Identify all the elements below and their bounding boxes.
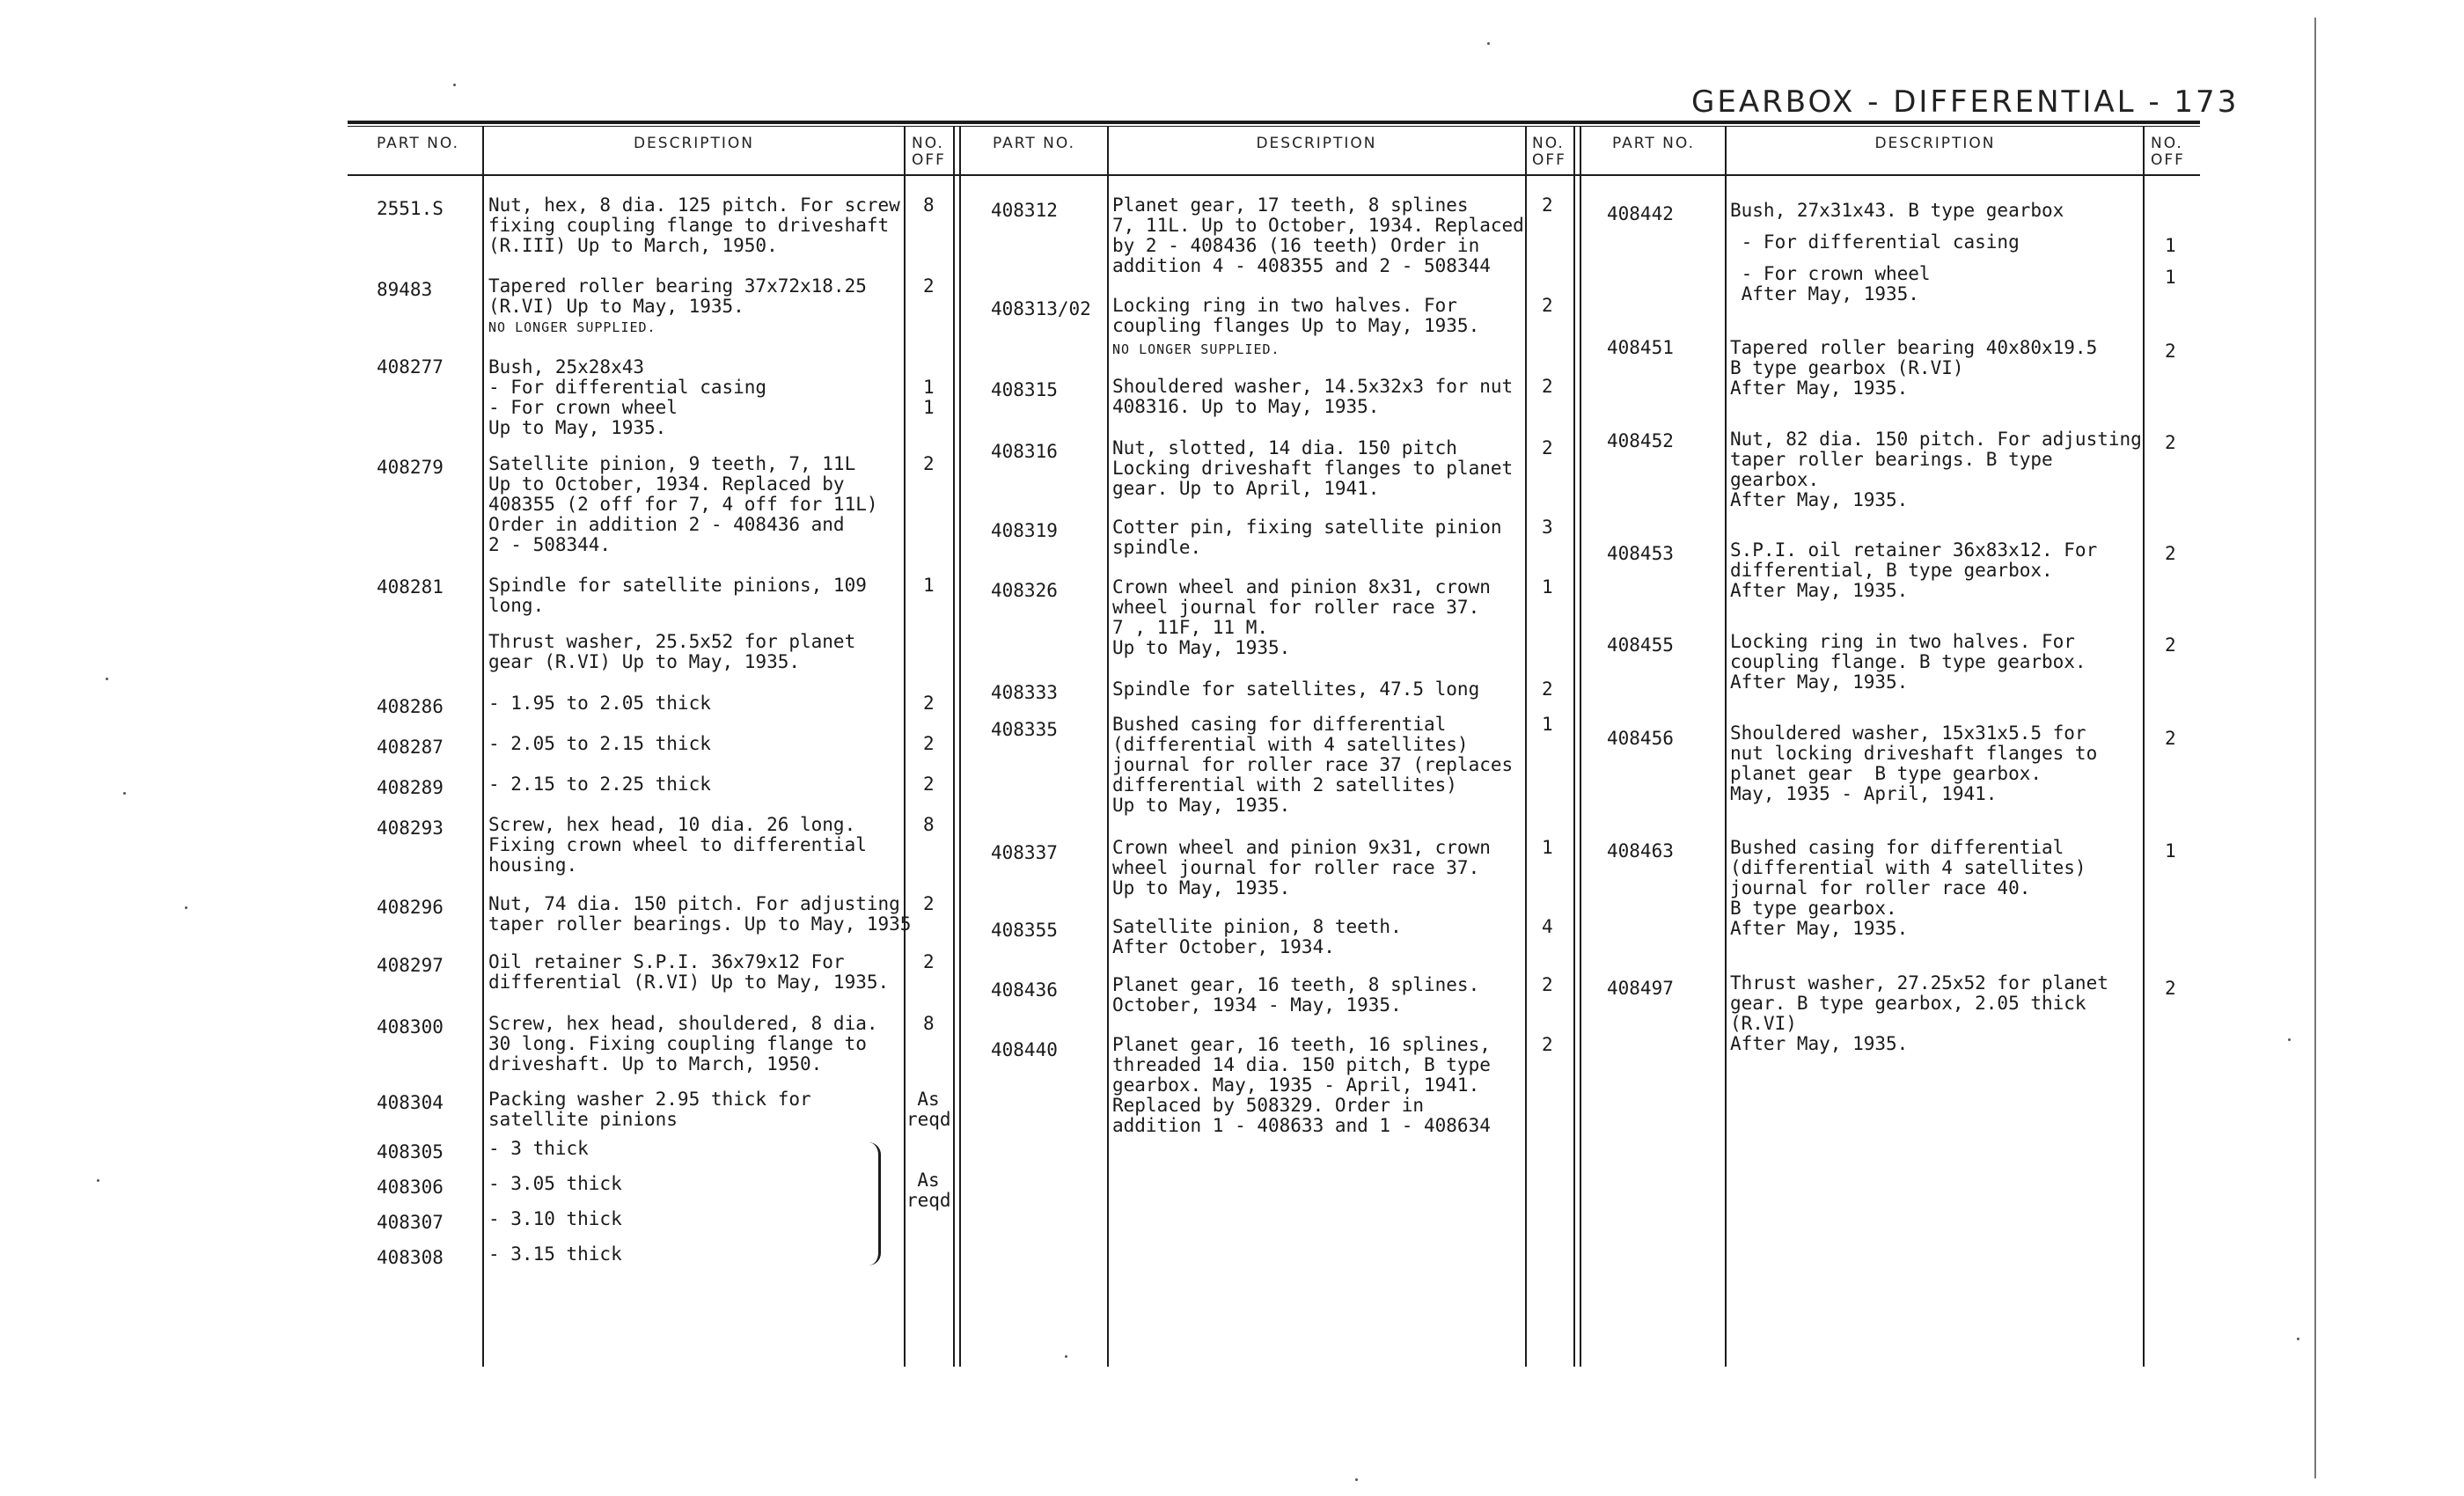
quantity-off: 2 [2165, 978, 2176, 999]
quantity-off: 2 [923, 893, 935, 914]
part-number: 408440 [991, 1039, 1058, 1060]
quantity-off: 2 [2165, 543, 2176, 564]
quantity-off: 8 [923, 814, 935, 835]
scan-speck [1355, 1478, 1358, 1481]
part-description: - For differential casing [1730, 231, 2020, 253]
quantity-off: 2 [1542, 295, 1553, 316]
scan-speck [453, 84, 456, 86]
part-number: 408442 [1607, 203, 1674, 224]
right-edge-rule [2314, 18, 2316, 1478]
header-description: DESCRIPTION [1874, 135, 1996, 152]
part-description: Nut, slotted, 14 dia. 150 pitch Locking driveshaft flanges to planet gear. Up to April, 1941. [1112, 437, 1514, 499]
quantity-off: 1 [923, 397, 935, 418]
quantity-off: 2 [2165, 341, 2176, 362]
scan-speck [123, 792, 126, 795]
part-description: Tapered roller bearing 37x72x18.25 (R.VI) Up to May, 1935. [488, 275, 867, 317]
quantity-off: 2 [1542, 1034, 1553, 1055]
part-description: Bushed casing for differential (differential with 4 satellites) journal for roller race 37 (replaces differential with 2 satellites) Up to May, 1935. [1112, 714, 1514, 816]
part-number: 408293 [377, 818, 444, 839]
part-number: 408308 [377, 1247, 444, 1268]
part-description: Planet gear, 16 teeth, 16 splines, threaded 14 dia. 150 pitch, B type gearbox. May, 1935 - April, 1941. Replaced by 508329. Order in addition 1 - 408633 and 1 - 408634 [1112, 1034, 1491, 1136]
part-number: 408312 [991, 200, 1058, 221]
part-description: - 3.15 thick [488, 1243, 622, 1265]
part-number: 408436 [991, 979, 1058, 1001]
bracket-brace [866, 1142, 881, 1265]
page-title: GEARBOX - DIFFERENTIAL - 173 [1691, 84, 2240, 120]
quantity-off: 8 [923, 194, 935, 216]
part-description: S.P.I. oil retainer 36x83x12. For differential, B type gearbox. After May, 1935. [1730, 539, 2098, 601]
part-number: 408300 [377, 1016, 444, 1038]
quantity-off: 8 [923, 1013, 935, 1034]
part-number: 408304 [377, 1092, 444, 1113]
part-number: 408286 [377, 696, 444, 717]
part-description: Oil retainer S.P.I. 36x79x12 For differential (R.VI) Up to May, 1935. [488, 951, 890, 993]
part-number: 408277 [377, 356, 444, 378]
quantity-off: 2 [2165, 634, 2176, 656]
quantity-off: 1 [2165, 267, 2176, 288]
quantity-off: 2 [923, 733, 935, 754]
part-number: 408337 [991, 842, 1058, 863]
header-part-no: PART NO. [377, 135, 459, 152]
part-description: - 3.10 thick [488, 1208, 622, 1229]
top-rule-thin [348, 126, 2200, 127]
part-description: - For crown wheel [488, 397, 678, 418]
column-divider [1580, 126, 1581, 1367]
part-number: 408305 [377, 1141, 444, 1162]
part-number: 408319 [991, 520, 1058, 541]
header-no-off: NO. OFF [912, 135, 946, 169]
quantity-off: 2 [1542, 194, 1553, 216]
quantity-off: 1 [1542, 837, 1553, 858]
part-description: Packing washer 2.95 thick for satellite pinions [488, 1089, 811, 1130]
header-description: DESCRIPTION [633, 135, 755, 152]
top-rule [348, 121, 2200, 124]
column-divider [482, 126, 484, 1367]
part-description: Up to May, 1935. [488, 417, 667, 438]
scan-speck [2288, 1038, 2291, 1041]
header-part-no: PART NO. [1612, 135, 1695, 152]
part-number: 408296 [377, 897, 444, 918]
scan-speck [185, 906, 187, 909]
quantity-off: 3 [1542, 517, 1553, 538]
part-description: Crown wheel and pinion 8x31, crown wheel journal for roller race 37. 7 , 11F, 11 M. Up to May, 1935. [1112, 576, 1491, 658]
part-description: Thrust washer, 25.5x52 for planet gear (R.VI) Up to May, 1935. [488, 631, 856, 672]
header-no-off: NO. OFF [2151, 135, 2185, 169]
part-number: 408335 [991, 719, 1058, 740]
quantity-off: 2 [2165, 432, 2176, 453]
part-description: - 1.95 to 2.05 thick [488, 693, 711, 714]
header-rule [348, 174, 2200, 176]
part-description: Spindle for satellites, 47.5 long [1112, 678, 1480, 700]
part-description: Bushed casing for differential (differential with 4 satellites) journal for roller race 40. B type gearbox. After May, 1935. [1730, 837, 2086, 939]
part-number: 408289 [377, 777, 444, 798]
quantity-off: 1 [923, 575, 935, 596]
part-number: 408315 [991, 379, 1058, 400]
header-description: DESCRIPTION [1256, 135, 1377, 152]
column-divider [959, 126, 961, 1367]
quantity-off: 2 [923, 453, 935, 474]
column-divider [904, 126, 906, 1367]
part-description: Cotter pin, fixing satellite pinion spindle. [1112, 517, 1502, 558]
scan-speck [2297, 1338, 2299, 1340]
quantity-off: As reqd [906, 1170, 951, 1211]
column-divider [953, 126, 955, 1367]
header-part-no: PART NO. [993, 135, 1075, 152]
column-divider [2143, 126, 2145, 1367]
part-number: 89483 [377, 279, 433, 300]
scan-speck [106, 678, 108, 680]
part-description: - For crown wheel After May, 1935. [1741, 263, 1931, 304]
part-number: 408307 [377, 1212, 444, 1233]
part-number: 408455 [1607, 634, 1674, 656]
part-number: 408281 [377, 576, 444, 598]
part-number: 408316 [991, 441, 1058, 462]
part-description: - 2.05 to 2.15 thick [488, 733, 711, 754]
part-description: Satellite pinion, 9 teeth, 7, 11L Up to October, 1934. Replaced by 408355 (2 off for 7, 4 off for 11L) Order in addition 2 - 408436 and 2 - 508344. [488, 453, 878, 555]
part-number: 408297 [377, 955, 444, 976]
part-number: 408453 [1607, 543, 1674, 564]
part-description: Thrust washer, 27.25x52 for planet gear. B type gearbox, 2.05 thick (R.VI) After May, 1935. [1730, 972, 2108, 1054]
quantity-off: 1 [2165, 840, 2176, 862]
quantity-off: 2 [1542, 376, 1553, 397]
column-divider [1573, 126, 1575, 1367]
part-number: 408452 [1607, 430, 1674, 451]
quantity-off: 2 [923, 275, 935, 297]
quantity-off: 1 [1542, 576, 1553, 598]
quantity-off: 2 [923, 693, 935, 714]
column-divider [1725, 126, 1727, 1367]
part-description: Planet gear, 17 teeth, 8 splines 7, 11L. Up to October, 1934. Replaced by 2 - 408436 (16 teeth) Order in addition 4 - 408355 and 2 - 508344 [1112, 194, 1524, 276]
part-description: - 2.15 to 2.25 thick [488, 774, 711, 795]
part-description: Locking ring in two halves. For coupling flange. B type gearbox. After May, 1935. [1730, 631, 2086, 693]
part-description: Shouldered washer, 14.5x32x3 for nut 408316. Up to May, 1935. [1112, 376, 1514, 417]
part-number: 408287 [377, 737, 444, 758]
quantity-off: 2 [923, 774, 935, 795]
part-description: NO LONGER SUPPLIED. [1112, 341, 1280, 357]
part-description: - For differential casing [488, 377, 767, 398]
quantity-off: 1 [1542, 714, 1553, 735]
quantity-off: 2 [2165, 728, 2176, 749]
column-divider [1525, 126, 1527, 1367]
quantity-off: 2 [923, 951, 935, 972]
part-description: Bush, 25x28x43 [488, 356, 645, 378]
part-number: 408326 [991, 580, 1058, 601]
column-divider [1107, 126, 1109, 1367]
part-description: Locking ring in two halves. For coupling flanges Up to May, 1935. [1112, 295, 1480, 336]
quantity-off: 1 [2165, 235, 2176, 256]
quantity-off: 2 [1542, 974, 1553, 995]
part-description: Crown wheel and pinion 9x31, crown wheel journal for roller race 37. Up to May, 1935. [1112, 837, 1491, 898]
part-description: Nut, 74 dia. 150 pitch. For adjusting taper roller bearings. Up to May, 1935 [488, 893, 912, 935]
part-description: - 3 thick [488, 1138, 589, 1159]
quantity-off: 2 [1542, 437, 1553, 458]
header-no-off: NO. OFF [1532, 135, 1566, 169]
part-description: Screw, hex head, 10 dia. 26 long. Fixing crown wheel to differential housing. [488, 814, 867, 876]
part-number: 408333 [991, 682, 1058, 703]
scan-speck [1065, 1355, 1067, 1358]
part-description: Screw, hex head, shouldered, 8 dia. 30 long. Fixing coupling flange to driveshaft. Up to March, 1950. [488, 1013, 878, 1074]
part-description: Bush, 27x31x43. B type gearbox [1730, 200, 2064, 221]
part-number: 408279 [377, 457, 444, 478]
scan-speck [97, 1179, 99, 1182]
part-description: Spindle for satellite pinions, 109 long. [488, 575, 867, 616]
part-number: 408355 [991, 920, 1058, 941]
part-description: Shouldered washer, 15x31x5.5 for nut locking driveshaft flanges to planet gear B type gearbox. May, 1935 - April, 1941. [1730, 722, 2098, 804]
part-description: Nut, 82 dia. 150 pitch. For adjusting taper roller bearings. B type gearbox. After May, 1935. [1730, 429, 2142, 510]
part-description: Nut, hex, 8 dia. 125 pitch. For screw fixing coupling flange to driveshaft (R.III) Up to March, 1950. [488, 194, 900, 256]
quantity-off: 1 [923, 377, 935, 398]
part-number: 2551.S [377, 198, 444, 219]
part-description: Planet gear, 16 teeth, 8 splines. October, 1934 - May, 1935. [1112, 974, 1480, 1016]
part-number: 408451 [1607, 337, 1674, 358]
quantity-off: 4 [1542, 916, 1553, 937]
part-number: 408497 [1607, 978, 1674, 999]
quantity-off: As reqd [906, 1089, 951, 1130]
part-number: 408306 [377, 1177, 444, 1198]
part-number: 408463 [1607, 840, 1674, 862]
quantity-off: 2 [1542, 678, 1553, 700]
part-number: 408456 [1607, 728, 1674, 749]
part-description: NO LONGER SUPPLIED. [488, 319, 656, 335]
part-number: 408313/02 [991, 298, 1091, 319]
part-description: - 3.05 thick [488, 1173, 622, 1194]
part-description: Tapered roller bearing 40x80x19.5 B type gearbox (R.VI) After May, 1935. [1730, 337, 2098, 399]
scan-speck [1487, 42, 1490, 45]
part-description: Satellite pinion, 8 teeth. After October, 1934. [1112, 916, 1402, 957]
